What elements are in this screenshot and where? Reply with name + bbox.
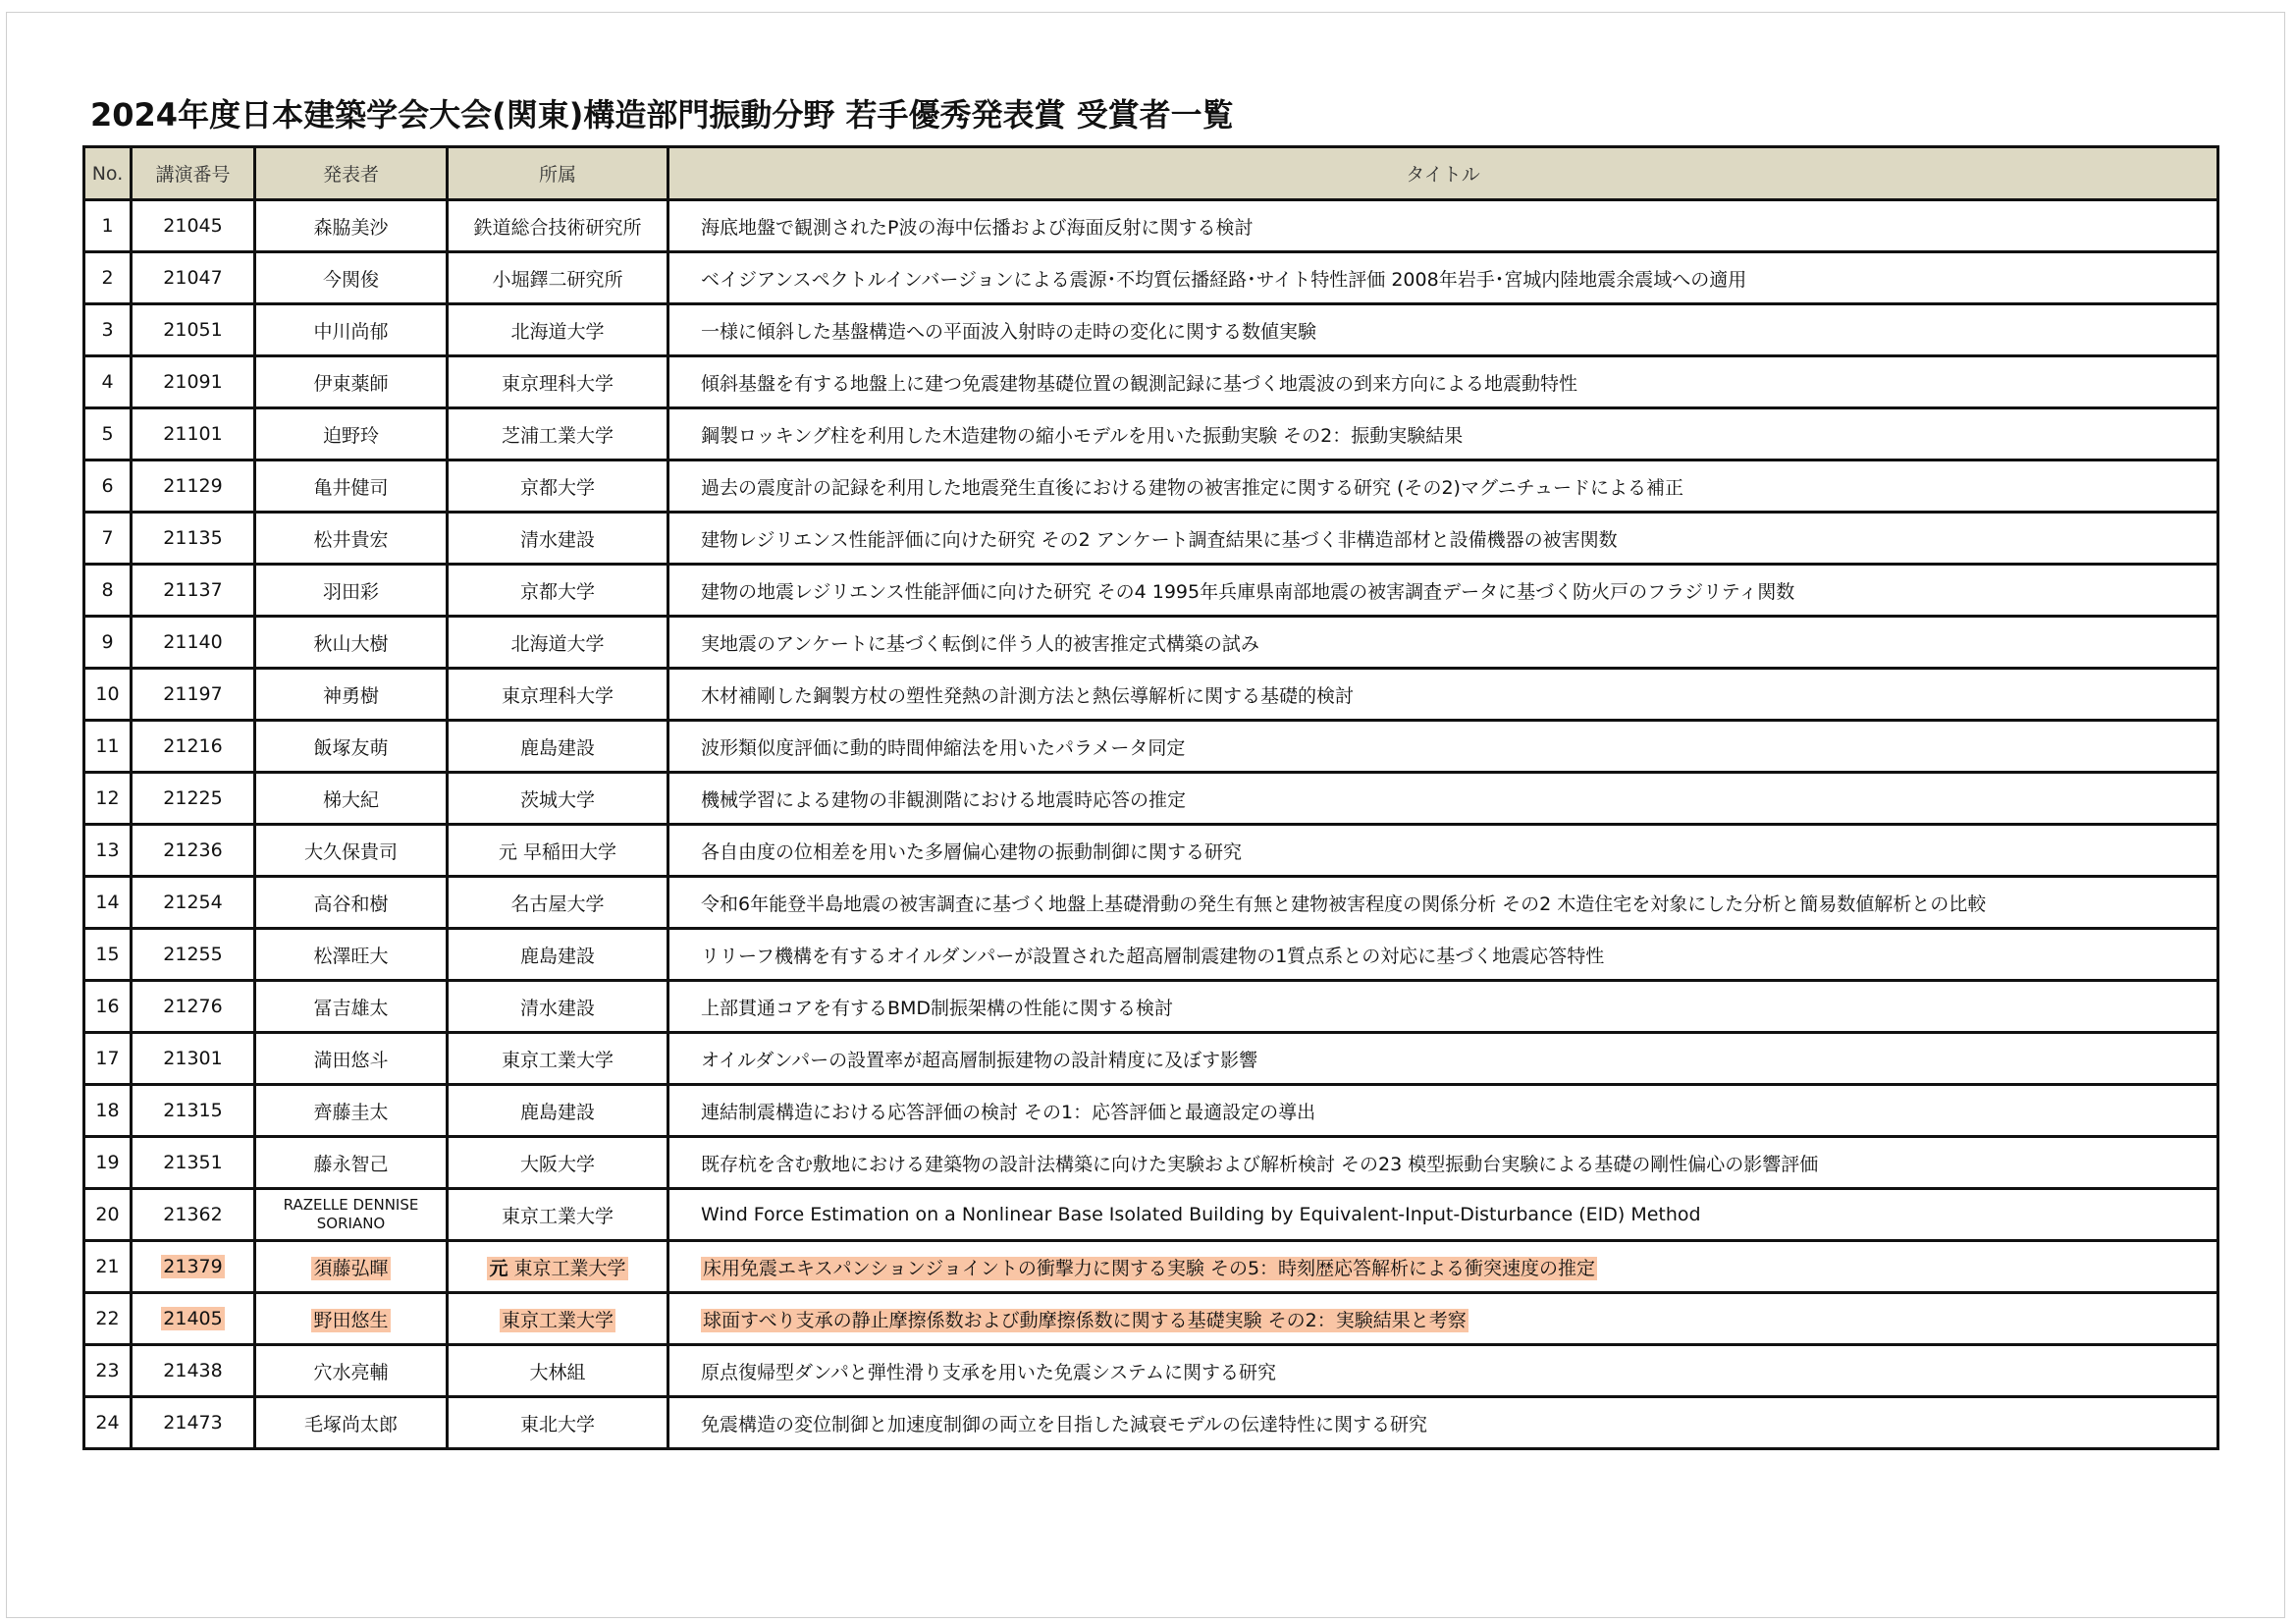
cell-presenter: 松井貴宏 (255, 513, 448, 565)
awards-table (82, 145, 2219, 1450)
cell-presenter: 松澤旺大 (255, 929, 448, 981)
highlighted-text: 床用免震エキスパンションジョイントの衝撃力に関する実験 その5：時刻歴応答解析による衝突速度の推定 (703, 1257, 1596, 1279)
cell-presenter: 神勇樹 (255, 669, 448, 721)
cell-affiliation: 大阪大学 (448, 1137, 668, 1189)
cell-no: 1 (84, 200, 132, 252)
cell-presenter: 齊藤圭太 (255, 1085, 448, 1137)
highlighted-text: 21405 (163, 1308, 223, 1329)
cell-no: 17 (84, 1033, 132, 1085)
cell-affiliation (448, 1293, 668, 1345)
cell-presenter: 羽田彩 (255, 565, 448, 617)
cell-no: 14 (84, 877, 132, 929)
header-presenter: 発表者 (255, 147, 448, 200)
cell-title: 既存杭を含む敷地における建築物の設計法構築に向けた実験および解析検討 その23 模型振動台実験による基礎の剛性偏心の影響評価 (668, 1137, 2218, 1189)
table-row (84, 825, 2218, 877)
header-affiliation: 所属 (448, 147, 668, 200)
cell-no: 10 (84, 669, 132, 721)
cell-no: 2 (84, 252, 132, 304)
table-row (84, 1033, 2218, 1085)
highlighted-text: 須藤弘暉 (313, 1257, 389, 1279)
cell-no: 5 (84, 408, 132, 460)
cell-title: Wind Force Estimation on a Nonlinear Base Isolated Building by Equivalent-Input-Disturbance (EID) Method (668, 1189, 2218, 1241)
highlighted-text: 21379 (163, 1256, 223, 1277)
highlighted-text: 球面すべり支承の静止摩擦係数および動摩擦係数に関する基礎実験 その2：実験結果と考察 (703, 1309, 1467, 1331)
table-row (84, 1345, 2218, 1397)
table-row (84, 929, 2218, 981)
cell-title: 免震構造の変位制御と加速度制御の両立を目指した減衰モデルの伝達特性に関する研究 (668, 1397, 2218, 1449)
table-row (84, 408, 2218, 460)
cell-no: 24 (84, 1397, 132, 1449)
cell-affiliation: 大林組 (448, 1345, 668, 1397)
cell-no: 22 (84, 1293, 132, 1345)
highlighted-text: 野田悠生 (313, 1309, 389, 1331)
table-row (84, 356, 2218, 408)
cell-title (668, 1241, 2218, 1293)
table-row (84, 1397, 2218, 1449)
cell-number: 21197 (132, 669, 255, 721)
cell-presenter: 毛塚尚太郎 (255, 1397, 448, 1449)
cell-title: 一様に傾斜した基盤構造への平面波入射時の走時の変化に関する数値実験 (668, 304, 2218, 356)
former-affiliation-marker: 元 (489, 1257, 508, 1279)
highlighted-text (487, 1257, 627, 1280)
cell-number: 21140 (132, 617, 255, 669)
cell-number: 21254 (132, 877, 255, 929)
cell-presenter: 梯大紀 (255, 773, 448, 825)
cell-affiliation: 清水建設 (448, 513, 668, 565)
cell-presenter: 大久保貴司 (255, 825, 448, 877)
table-row (84, 200, 2218, 252)
cell-affiliation: 小堀鐸二研究所 (448, 252, 668, 304)
cell-affiliation: 鹿島建設 (448, 721, 668, 773)
cell-title: 鋼製ロッキング柱を利用した木造建物の縮小モデルを用いた振動実験 その2：振動実験結果 (668, 408, 2218, 460)
cell-number: 21236 (132, 825, 255, 877)
cell-presenter: 秋山大樹 (255, 617, 448, 669)
table-row (84, 252, 2218, 304)
cell-title: 各自由度の位相差を用いた多層偏心建物の振動制御に関する研究 (668, 825, 2218, 877)
cell-number: 21135 (132, 513, 255, 565)
cell-number: 21091 (132, 356, 255, 408)
cell-title (668, 1293, 2218, 1345)
cell-affiliation: 東京工業大学 (448, 1189, 668, 1241)
cell-presenter: 満田悠斗 (255, 1033, 448, 1085)
cell-number: 21225 (132, 773, 255, 825)
table-row (84, 460, 2218, 513)
cell-affiliation: 清水建設 (448, 981, 668, 1033)
header-title: タイトル (668, 147, 2218, 200)
cell-title: オイルダンパーの設置率が超高層制振建物の設計精度に及ぼす影響 (668, 1033, 2218, 1085)
cell-number: 21129 (132, 460, 255, 513)
cell-title: 波形類似度評価に動的時間伸縮法を用いたパラメータ同定 (668, 721, 2218, 773)
cell-title: 実地震のアンケートに基づく転倒に伴う人的被害推定式構築の試み (668, 617, 2218, 669)
cell-no: 21 (84, 1241, 132, 1293)
cell-presenter: 高谷和樹 (255, 877, 448, 929)
cell-title: 原点復帰型ダンパと弾性滑り支承を用いた免震システムに関する研究 (668, 1345, 2218, 1397)
cell-no: 16 (84, 981, 132, 1033)
cell-number: 21438 (132, 1345, 255, 1397)
table-row (84, 773, 2218, 825)
cell-title: 過去の震度計の記録を利用した地震発生直後における建物の被害推定に関する研究 (その2)マグニチュードによる補正 (668, 460, 2218, 513)
cell-title: 海底地盤で観測されたP波の海中伝播および海面反射に関する検討 (668, 200, 2218, 252)
cell-no: 6 (84, 460, 132, 513)
cell-no: 19 (84, 1137, 132, 1189)
cell-title: 機械学習による建物の非観測階における地震時応答の推定 (668, 773, 2218, 825)
table-row-highlighted (84, 1293, 2218, 1345)
cell-title: 木材補剛した鋼製方杖の塑性発熱の計測方法と熱伝導解析に関する基礎的検討 (668, 669, 2218, 721)
cell-title: リリーフ機構を有するオイルダンパーが設置された超高層制震建物の1質点系との対応に基づく地震応答特性 (668, 929, 2218, 981)
table-row (84, 877, 2218, 929)
cell-number (132, 1241, 255, 1293)
cell-affiliation: 鹿島建設 (448, 929, 668, 981)
cell-affiliation: 北海道大学 (448, 304, 668, 356)
table-row (84, 669, 2218, 721)
table-row (84, 1085, 2218, 1137)
cell-affiliation: 京都大学 (448, 460, 668, 513)
cell-no: 15 (84, 929, 132, 981)
cell-presenter: 冨吉雄太 (255, 981, 448, 1033)
cell-affiliation: 芝浦工業大学 (448, 408, 668, 460)
cell-no: 13 (84, 825, 132, 877)
table-row (84, 981, 2218, 1033)
cell-no: 12 (84, 773, 132, 825)
cell-number: 21045 (132, 200, 255, 252)
cell-affiliation: 名古屋大学 (448, 877, 668, 929)
cell-number: 21137 (132, 565, 255, 617)
cell-affiliation: 東北大学 (448, 1397, 668, 1449)
cell-affiliation (448, 1241, 668, 1293)
cell-no: 20 (84, 1189, 132, 1241)
cell-number: 21351 (132, 1137, 255, 1189)
cell-title: 傾斜基盤を有する地盤上に建つ免震建物基礎位置の観測記録に基づく地震波の到来方向による地震動特性 (668, 356, 2218, 408)
cell-number: 21216 (132, 721, 255, 773)
cell-title: 令和6年能登半島地震の被害調査に基づく地盤上基礎滑動の発生有無と建物被害程度の関係分析 その2 木造住宅を対象にした分析と簡易数値解析との比較 (668, 877, 2218, 929)
cell-no: 3 (84, 304, 132, 356)
cell-presenter (255, 1241, 448, 1293)
cell-presenter: 中川尚郁 (255, 304, 448, 356)
cell-presenter: 飯塚友萌 (255, 721, 448, 773)
cell-number: 21047 (132, 252, 255, 304)
table-row (84, 513, 2218, 565)
cell-no: 11 (84, 721, 132, 773)
cell-affiliation: 北海道大学 (448, 617, 668, 669)
cell-no: 23 (84, 1345, 132, 1397)
cell-affiliation: 東京理科大学 (448, 356, 668, 408)
cell-number: 21301 (132, 1033, 255, 1085)
cell-no: 7 (84, 513, 132, 565)
cell-number: 21362 (132, 1189, 255, 1241)
cell-affiliation: 京都大学 (448, 565, 668, 617)
cell-title: 建物の地震レジリエンス性能評価に向けた研究 その4 1995年兵庫県南部地震の被害調査データに基づく防火戸のフラジリティ関数 (668, 565, 2218, 617)
affiliation-name: 東京工業大学 (513, 1257, 626, 1279)
cell-number: 21051 (132, 304, 255, 356)
header-no: No. (84, 147, 132, 200)
cell-number: 21315 (132, 1085, 255, 1137)
page-title: 2024年度日本建築学会大会(関東)構造部門振動分野 若手優秀発表賞 受賞者一覧 (90, 96, 1234, 134)
table-row (84, 565, 2218, 617)
cell-presenter (255, 1293, 448, 1345)
table-row (84, 304, 2218, 356)
cell-affiliation: 東京理科大学 (448, 669, 668, 721)
cell-presenter: 穴水亮輔 (255, 1345, 448, 1397)
cell-number: 21101 (132, 408, 255, 460)
cell-title: 連結制震構造における応答評価の検討 その1：応答評価と最適設定の導出 (668, 1085, 2218, 1137)
cell-presenter: 藤永智己 (255, 1137, 448, 1189)
cell-title: ベイジアンスペクトルインバージョンによる震源･不均質伝播経路･サイト特性評価 2008年岩手･宮城内陸地震余震域への適用 (668, 252, 2218, 304)
table-row-highlighted (84, 1241, 2218, 1293)
cell-presenter: 森脇美沙 (255, 200, 448, 252)
cell-number: 21276 (132, 981, 255, 1033)
table-row (84, 1189, 2218, 1241)
cell-presenter: RAZELLE DENNISE SORIANO (255, 1189, 448, 1241)
table-header-row (84, 147, 2218, 200)
table-row (84, 1137, 2218, 1189)
cell-title: 上部貫通コアを有するBMD制振架構の性能に関する検討 (668, 981, 2218, 1033)
cell-affiliation: 東京工業大学 (448, 1033, 668, 1085)
highlighted-text: 東京工業大学 (501, 1309, 614, 1331)
header-number: 講演番号 (132, 147, 255, 200)
cell-no: 4 (84, 356, 132, 408)
cell-affiliation: 茨城大学 (448, 773, 668, 825)
cell-presenter: 亀井健司 (255, 460, 448, 513)
cell-presenter: 伊東薬師 (255, 356, 448, 408)
cell-presenter: 迫野玲 (255, 408, 448, 460)
cell-no: 18 (84, 1085, 132, 1137)
cell-number: 21473 (132, 1397, 255, 1449)
cell-affiliation: 鹿島建設 (448, 1085, 668, 1137)
cell-no: 9 (84, 617, 132, 669)
cell-affiliation: 元 早稲田大学 (448, 825, 668, 877)
cell-presenter: 今関俊 (255, 252, 448, 304)
cell-title: 建物レジリエンス性能評価に向けた研究 その2 アンケート調査結果に基づく非構造部材と設備機器の被害関数 (668, 513, 2218, 565)
cell-number: 21255 (132, 929, 255, 981)
cell-number (132, 1293, 255, 1345)
cell-no: 8 (84, 565, 132, 617)
table-row (84, 721, 2218, 773)
cell-affiliation: 鉄道総合技術研究所 (448, 200, 668, 252)
table-row (84, 617, 2218, 669)
